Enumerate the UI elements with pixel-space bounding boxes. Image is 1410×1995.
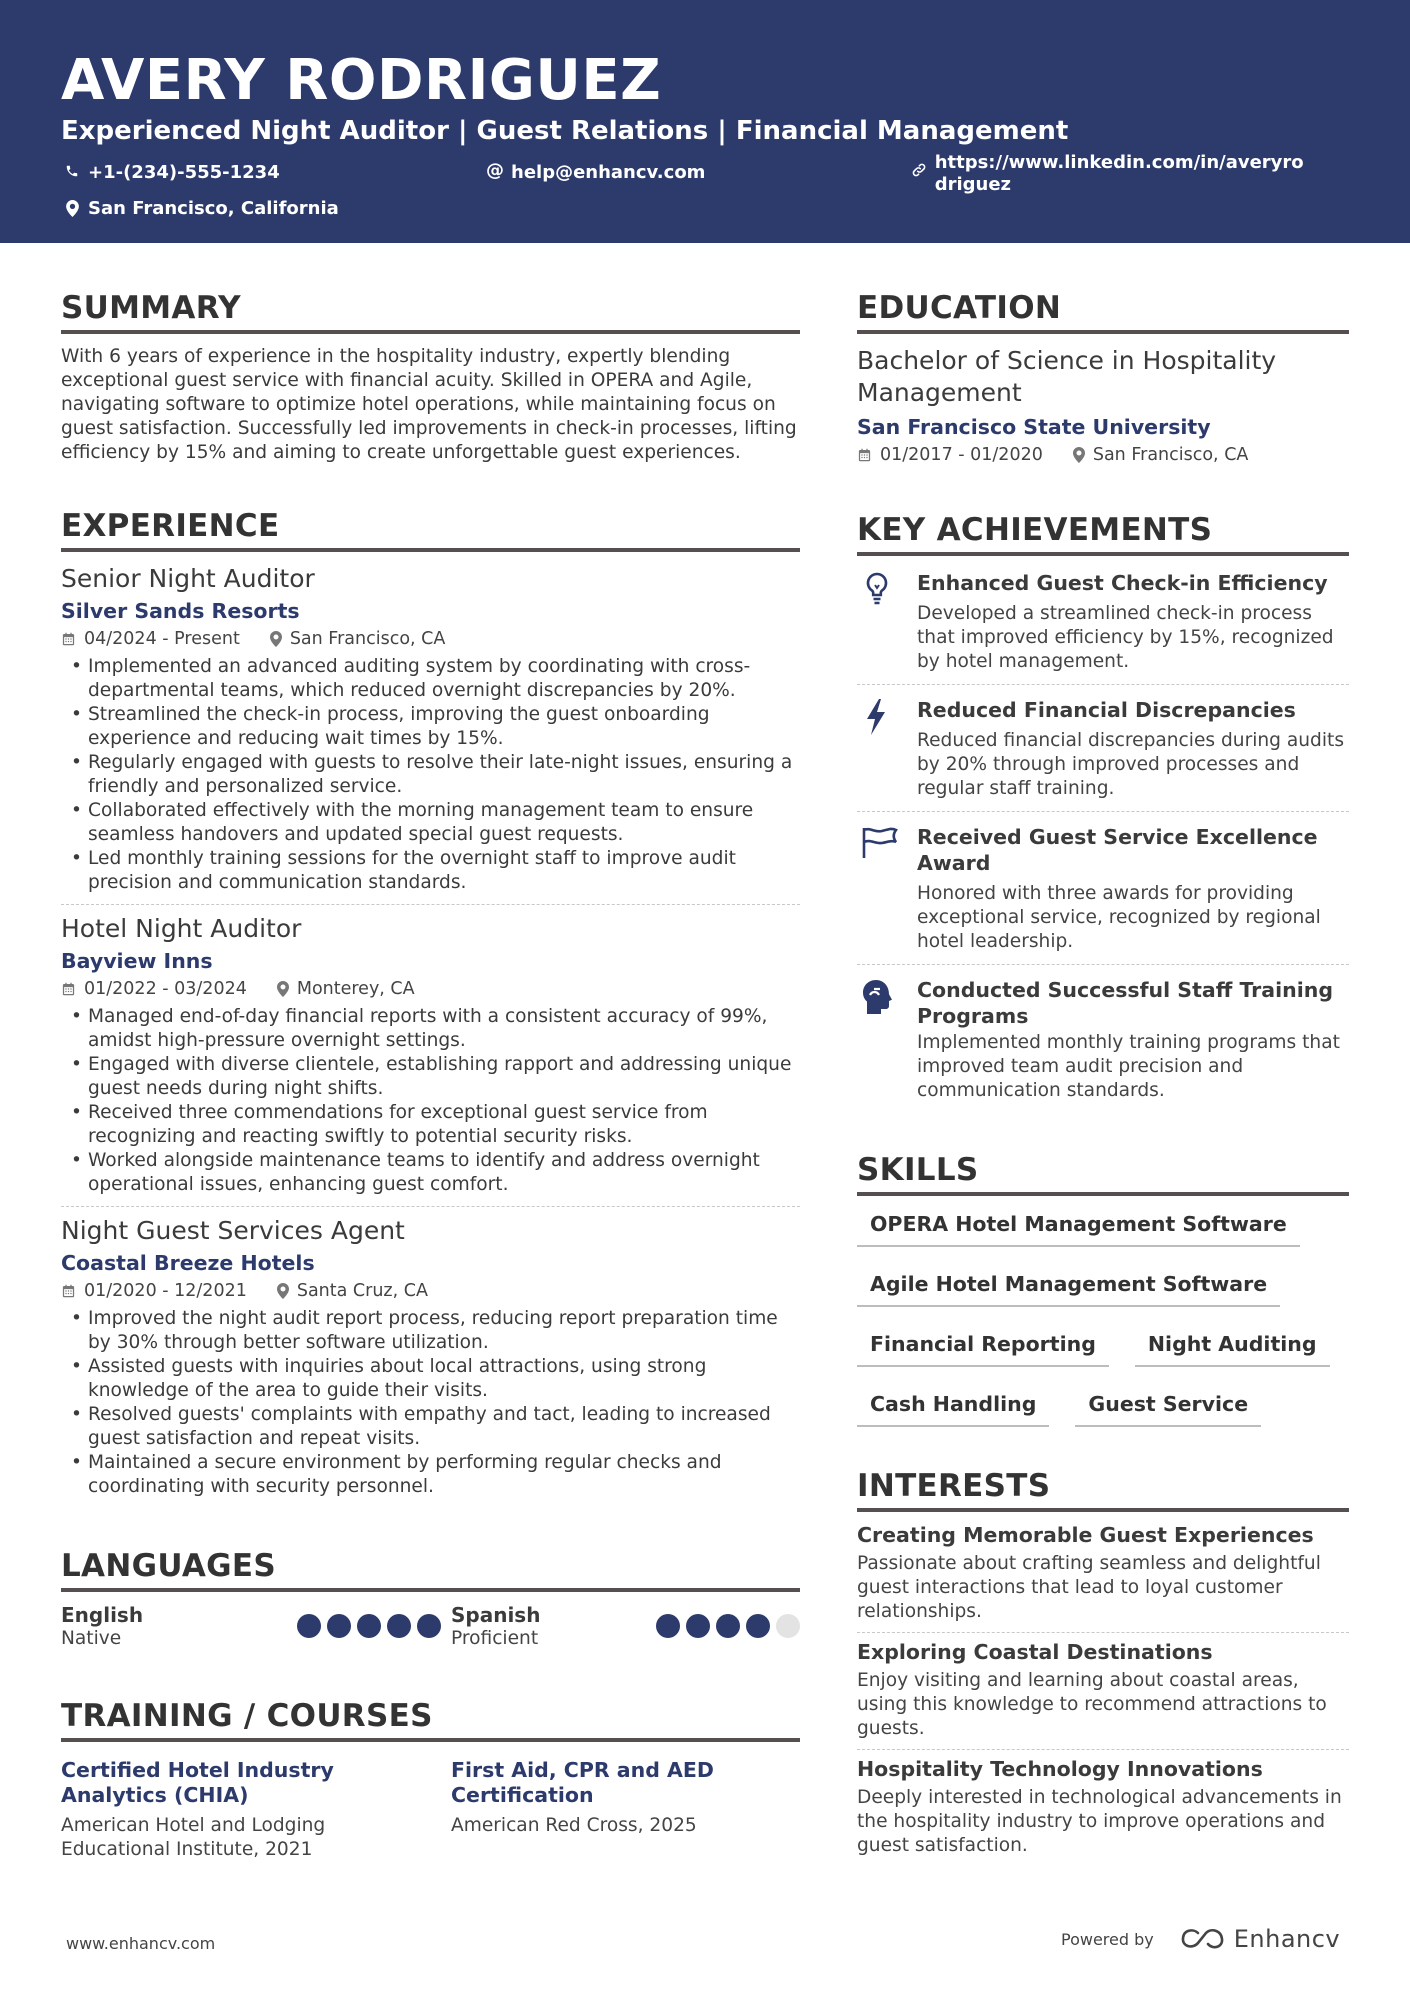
calendar-icon — [61, 1283, 76, 1299]
skills-title: SKILLS — [857, 1151, 1349, 1196]
skill-tag: Agile Hotel Management Software — [857, 1267, 1280, 1307]
interest-entry — [857, 1750, 1349, 1866]
interests-title: INTERESTS — [857, 1467, 1349, 1512]
linkedin-text: https://www.linkedin.com/in/averyrodriguez — [934, 152, 1304, 195]
interest-title: Hospitality Technology Innovations — [857, 1757, 1263, 1781]
achievement-entry — [857, 965, 1349, 1113]
rating-dot-empty — [776, 1614, 800, 1638]
job-bullets — [61, 655, 800, 895]
summary-title: SUMMARY — [61, 289, 800, 334]
skill-tag: Financial Reporting — [857, 1327, 1109, 1367]
course-name: First Aid, CPR and AED Certification — [451, 1758, 714, 1807]
language-entry — [61, 1603, 451, 1651]
skill-tag: Guest Service — [1075, 1387, 1261, 1427]
skills-section — [857, 1151, 1349, 1427]
calendar-icon — [61, 981, 76, 997]
language-rating — [297, 1603, 441, 1651]
job-dates: 01/2020 - 12/2021 — [84, 1281, 247, 1301]
achievement-desc: Implemented monthly training programs that improved team audit precision and communication standards. — [917, 1032, 1340, 1101]
language-entry — [451, 1603, 800, 1651]
contact-location — [63, 198, 339, 220]
interest-title: Exploring Coastal Destinations — [857, 1640, 1213, 1664]
interest-entry — [857, 1633, 1349, 1750]
job-location: San Francisco, CA — [289, 629, 446, 649]
enhancv-brand: Enhancv — [1233, 1925, 1341, 1953]
interest-desc: Deeply interested in technological advancements in the hospitality industry to improve operations and guest satisfaction. — [857, 1787, 1342, 1856]
course-entry — [61, 1758, 451, 1862]
location-pin-icon — [63, 198, 81, 217]
candidate-headline: Experienced Night Auditor | Guest Relations | Financial Management — [61, 116, 1069, 146]
footer-branding — [1061, 1925, 1340, 1953]
lightning-icon — [857, 697, 917, 801]
candidate-name: AVERY RODRIGUEZ — [61, 48, 662, 113]
achievement-desc: Developed a streamlined check-in process that improved efficiency by 15%, recognized by hotel management. — [917, 603, 1334, 672]
rating-dot-filled — [357, 1614, 381, 1638]
email-text: help@enhancv.com — [511, 162, 706, 183]
right-column — [857, 289, 1349, 1866]
enhancv-logo-icon — [1180, 1927, 1226, 1951]
languages-section — [61, 1547, 800, 1651]
achievement-title: Conducted Successful Staff Training Programs — [917, 978, 1334, 1028]
achievement-title: Received Guest Service Excellence Award — [917, 825, 1318, 875]
location-pin-icon — [270, 631, 282, 647]
rating-dot-filled — [327, 1614, 351, 1638]
experience-list — [61, 563, 800, 1499]
contact-linkedin[interactable] — [910, 152, 1310, 196]
location-pin-icon — [277, 1283, 289, 1299]
job-meta — [61, 977, 800, 1001]
job-bullet: • Regularly engaged with guests to resolve their late-night issues, ensuring a friendly and personalized service. — [61, 751, 800, 799]
location-text: San Francisco, California — [88, 198, 339, 219]
summary-section — [61, 289, 800, 465]
school-name: San Francisco State University — [857, 415, 1211, 439]
education-section — [857, 289, 1349, 467]
experience-title: EXPERIENCE — [61, 507, 800, 552]
job-company: Coastal Breeze Hotels — [61, 1251, 315, 1275]
achievement-entry — [857, 812, 1349, 965]
job-bullets — [61, 1307, 800, 1499]
job-bullet: • Maintained a secure environment by performing regular checks and coordinating with security personnel. — [61, 1451, 800, 1499]
rating-dot-filled — [716, 1614, 740, 1638]
experience-section — [61, 507, 800, 1499]
phone-text: +1-(234)-555-1234 — [88, 162, 280, 183]
rating-dot-filled — [656, 1614, 680, 1638]
languages-list — [61, 1603, 800, 1651]
job-divider — [61, 1206, 800, 1207]
interest-entry — [857, 1516, 1349, 1633]
footer-website-link[interactable]: www.enhancv.com — [66, 1934, 216, 1953]
rating-dot-filled — [387, 1614, 411, 1638]
job-bullet: • Led monthly training sessions for the overnight staff to improve audit precision and communication standards. — [61, 847, 800, 895]
job-entry — [61, 913, 800, 1197]
skill-tag: OPERA Hotel Management Software — [857, 1207, 1300, 1247]
job-title: Night Guest Services Agent — [61, 1216, 405, 1245]
language-name: Spanish — [451, 1603, 541, 1627]
job-bullet: • Worked alongside maintenance teams to identify and address overnight operational issues, enhancing guest comfort. — [61, 1149, 800, 1197]
education-dates: 01/2017 - 01/2020 — [880, 445, 1043, 465]
interests-section — [857, 1467, 1349, 1866]
job-location: Santa Cruz, CA — [296, 1281, 428, 1301]
interest-desc: Enjoy visiting and learning about coastal areas, using this knowledge to recommend attractions to guests. — [857, 1670, 1327, 1739]
job-bullet: • Managed end-of-day financial reports with a consistent accuracy of 99%, amidst high-pressure overnight settings. — [61, 1005, 800, 1053]
course-entry — [451, 1758, 800, 1862]
job-divider — [61, 904, 800, 905]
language-name: English — [61, 1603, 144, 1627]
training-list — [61, 1758, 800, 1862]
language-level: Native — [61, 1628, 122, 1649]
job-bullets — [61, 1005, 800, 1197]
job-meta — [61, 1279, 800, 1303]
achievement-entry — [857, 685, 1349, 812]
lightbulb-icon — [857, 570, 917, 674]
course-org: American Red Cross, 2025 — [451, 1815, 697, 1836]
achievement-desc: Reduced financial discrepancies during audits by 20% through improved processes and regular staff training. — [917, 730, 1345, 799]
achievement-desc: Honored with three awards for providing exceptional service, recognized by regional hotel leadership. — [917, 883, 1321, 952]
language-rating — [656, 1603, 800, 1651]
training-title: TRAINING / COURSES — [61, 1697, 800, 1742]
job-bullet: • Improved the night audit report process, reducing report preparation time by 30% through better software utilization. — [61, 1307, 800, 1355]
job-bullet: • Engaged with diverse clientele, establishing rapport and addressing unique guest needs during night shifts. — [61, 1053, 800, 1101]
rating-dot-filled — [417, 1614, 441, 1638]
calendar-icon — [857, 447, 872, 463]
language-level: Proficient — [451, 1628, 539, 1649]
at-icon: @ — [486, 160, 504, 181]
course-name: Certified Hotel Industry Analytics (CHIA) — [61, 1758, 334, 1807]
flag-icon — [857, 824, 917, 954]
head-icon — [857, 977, 917, 1103]
job-company: Silver Sands Resorts — [61, 599, 300, 623]
job-bullet: • Implemented an advanced auditing system by coordinating with cross-departmental teams, which reduced overnight discrepancies by 20%. — [61, 655, 800, 703]
job-dates: 01/2022 - 03/2024 — [84, 979, 247, 999]
achievements-title: KEY ACHIEVEMENTS — [857, 511, 1349, 556]
achievements-section — [857, 511, 1349, 1113]
job-bullet: • Resolved guests' complaints with empathy and tact, leading to increased guest satisfaction and repeat visits. — [61, 1403, 800, 1451]
course-org: American Hotel and Lodging Educational Institute, 2021 — [61, 1815, 326, 1860]
resume-header — [0, 0, 1410, 243]
job-dates: 04/2024 - Present — [84, 629, 240, 649]
job-bullet: • Collaborated effectively with the morning management team to ensure seamless handovers and updated special guest requests. — [61, 799, 800, 847]
left-column — [61, 289, 800, 1862]
contact-email[interactable] — [486, 162, 705, 184]
job-meta — [61, 627, 800, 651]
achievement-title: Reduced Financial Discrepancies — [917, 698, 1296, 722]
rating-dot-filled — [297, 1614, 321, 1638]
rating-dot-filled — [686, 1614, 710, 1638]
education-meta — [857, 443, 1349, 467]
rating-dot-filled — [746, 1614, 770, 1638]
phone-icon — [63, 162, 81, 178]
training-section — [61, 1697, 800, 1862]
contact-phone[interactable] — [63, 162, 280, 184]
job-entry — [61, 1215, 800, 1499]
education-location: San Francisco, CA — [1092, 445, 1249, 465]
job-title: Hotel Night Auditor — [61, 914, 302, 943]
summary-text: With 6 years of experience in the hospitality industry, expertly blending exceptional guest service with financial acuity. Skilled in OPERA and Agile, navigating software to optimize hotel operations, while maintaining focus on guest satisfaction. Successfully led improvements in check-in processes, lifting efficiency by 15% and aiming to create unforgettable guest experiences. — [61, 346, 797, 463]
job-bullet: • Assisted guests with inquiries about local attractions, using strong knowledge of the area to guide their visits. — [61, 1355, 800, 1403]
education-title: EDUCATION — [857, 289, 1349, 334]
powered-by-label: Powered by — [1061, 1929, 1154, 1949]
interest-desc: Passionate about crafting seamless and delightful guest interactions that lead to loyal customer relationships. — [857, 1553, 1321, 1622]
job-location: Monterey, CA — [296, 979, 415, 999]
job-bullet: • Received three commendations for exceptional guest service from recognizing and reacting swiftly to potential security risks. — [61, 1101, 800, 1149]
languages-title: LANGUAGES — [61, 1547, 800, 1592]
link-icon — [910, 152, 928, 178]
location-pin-icon — [1073, 447, 1085, 463]
job-title: Senior Night Auditor — [61, 564, 315, 593]
interest-title: Creating Memorable Guest Experiences — [857, 1523, 1314, 1547]
calendar-icon — [61, 631, 76, 647]
job-entry — [61, 563, 800, 895]
achievement-title: Enhanced Guest Check-in Efficiency — [917, 571, 1328, 595]
skill-tag: Cash Handling — [857, 1387, 1049, 1427]
skills-list — [857, 1207, 1349, 1427]
achievement-entry — [857, 558, 1349, 685]
location-pin-icon — [277, 981, 289, 997]
job-company: Bayview Inns — [61, 949, 213, 973]
job-bullet: • Streamlined the check-in process, improving the guest onboarding experience and reducing wait times by 15%. — [61, 703, 800, 751]
degree-name: Bachelor of Science in Hospitality Management — [857, 346, 1277, 407]
skill-tag: Night Auditing — [1135, 1327, 1330, 1367]
